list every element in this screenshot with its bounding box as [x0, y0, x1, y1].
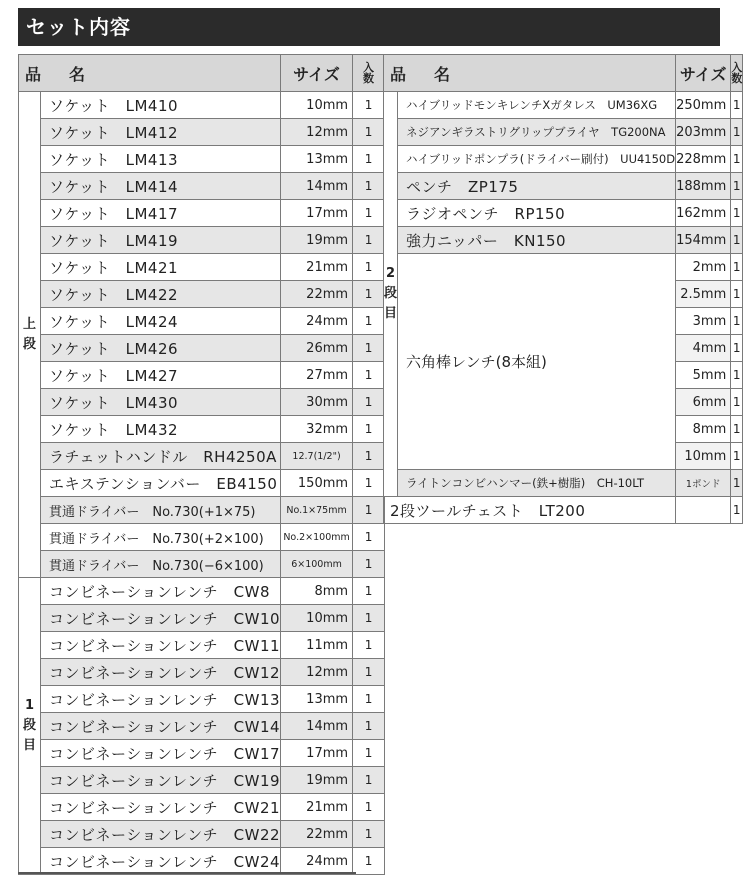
table-row [19, 335, 385, 362]
item-name: ラチェットハンドル RH4250A [41, 443, 281, 470]
item-qty: 1 [353, 416, 385, 443]
item-size: 12mm [281, 659, 353, 686]
item-qty: 1 [353, 524, 385, 551]
item-name: コンビネーションレンチ CW12 [41, 659, 281, 686]
item-name: 貫通ドライバー No.730(+1×75) [41, 497, 281, 524]
item-size: 32mm [281, 416, 353, 443]
item-qty: 1 [353, 551, 385, 578]
item-qty: 1 [731, 227, 743, 254]
table-row [19, 146, 385, 173]
item-qty: 1 [353, 389, 385, 416]
table-row [384, 146, 743, 173]
hex-size: 3mm [676, 308, 731, 335]
item-size: 19mm [281, 227, 353, 254]
item-name: 強力ニッパー KN150 [398, 227, 676, 254]
hex-qty: 1 [731, 389, 743, 416]
item-size: 203mm [676, 119, 731, 146]
item-size: 26mm [281, 335, 353, 362]
item-size: 12mm [281, 119, 353, 146]
item-qty: 1 [353, 470, 385, 497]
chest-qty: 1 [731, 497, 743, 524]
item-name: エキステンションバー EB4150 [41, 470, 281, 497]
item-name: コンビネーションレンチ CW24 [41, 848, 281, 875]
chest-size [676, 497, 731, 524]
item-name: 貫通ドライバー No.730(+2×100) [41, 524, 281, 551]
item-name: ライトンコンビハンマー(鉄+樹脂) CH-10LT [398, 470, 676, 497]
item-size: 162mm [676, 200, 731, 227]
item-qty: 1 [353, 794, 385, 821]
item-size: No.2×100mm [281, 524, 353, 551]
left-contents-table [18, 54, 385, 875]
item-qty: 1 [731, 92, 743, 119]
qty-header-right: 入 数 [731, 55, 743, 92]
item-name: コンビネーションレンチ CW13 [41, 686, 281, 713]
item-size: 10mm [281, 605, 353, 632]
table-row [384, 254, 743, 281]
table-row [19, 200, 385, 227]
item-name: コンビネーションレンチ CW17 [41, 740, 281, 767]
item-qty: 1 [353, 605, 385, 632]
item-size: 22mm [281, 821, 353, 848]
item-name: ソケット LM421 [41, 254, 281, 281]
hex-qty: 1 [731, 335, 743, 362]
item-qty: 1 [353, 119, 385, 146]
item-qty: 1 [353, 362, 385, 389]
table-row [19, 848, 385, 875]
item-size: 14mm [281, 713, 353, 740]
name-header-right: 品 名 [384, 55, 676, 92]
hex-size: 8mm [676, 416, 731, 443]
item-qty: 1 [731, 146, 743, 173]
item-qty: 1 [353, 713, 385, 740]
item-qty: 1 [353, 821, 385, 848]
item-name: ソケット LM417 [41, 200, 281, 227]
table-row [19, 92, 385, 119]
table-row [19, 389, 385, 416]
item-qty: 1 [353, 497, 385, 524]
bottom-rule [18, 872, 356, 874]
table-row [19, 362, 385, 389]
item-size: 250mm [676, 92, 731, 119]
item-name: ソケット LM422 [41, 281, 281, 308]
table-row [384, 470, 743, 497]
table-row [19, 524, 385, 551]
item-name: 貫通ドライバー No.730(−6×100) [41, 551, 281, 578]
table-row [384, 92, 743, 119]
item-size: 21mm [281, 254, 353, 281]
hex-size: 2.5mm [676, 281, 731, 308]
item-qty: 1 [731, 119, 743, 146]
table-row [19, 470, 385, 497]
hex-qty: 1 [731, 443, 743, 470]
name-header: 品 名 [19, 55, 281, 92]
item-name: コンビネーションレンチ CW8 [41, 578, 281, 605]
table-row [19, 227, 385, 254]
item-size: 27mm [281, 362, 353, 389]
item-size: 1ポンド [676, 470, 731, 497]
size-header-right: サイズ [676, 55, 731, 92]
item-size: 228mm [676, 146, 731, 173]
item-name: ソケット LM426 [41, 335, 281, 362]
item-size: 24mm [281, 308, 353, 335]
qty-header: 入 数 [353, 55, 385, 92]
item-size: 19mm [281, 767, 353, 794]
table-row [384, 497, 743, 524]
table-row [19, 713, 385, 740]
table-row [19, 119, 385, 146]
item-size: 150mm [281, 470, 353, 497]
item-qty: 1 [353, 443, 385, 470]
item-qty: 1 [353, 686, 385, 713]
item-size: 14mm [281, 173, 353, 200]
item-qty: 1 [353, 281, 385, 308]
item-size: 17mm [281, 200, 353, 227]
table-row [19, 605, 385, 632]
right-contents-table [383, 54, 743, 524]
section-title: セット内容 [18, 8, 720, 46]
table-row [384, 173, 743, 200]
table-row [19, 551, 385, 578]
table-row [19, 497, 385, 524]
table-row [384, 200, 743, 227]
item-qty: 1 [353, 146, 385, 173]
item-size: 21mm [281, 794, 353, 821]
item-name: ハイブリッドモンキレンチXガタレス UM36XG [398, 92, 676, 119]
table-row [19, 632, 385, 659]
hex-size: 4mm [676, 335, 731, 362]
hex-qty: 1 [731, 362, 743, 389]
group-label-tier1: 1 段 目 [19, 578, 41, 875]
hex-size: 6mm [676, 389, 731, 416]
item-size: 17mm [281, 740, 353, 767]
hex-size: 2mm [676, 254, 731, 281]
item-size: 11mm [281, 632, 353, 659]
item-name: ラジオペンチ RP150 [398, 200, 676, 227]
hex-qty: 1 [731, 281, 743, 308]
item-name: コンビネーションレンチ CW21 [41, 794, 281, 821]
table-row [19, 686, 385, 713]
item-name: ネジアンギラストリグリップブライヤ TG200NA [398, 119, 676, 146]
item-qty: 1 [731, 173, 743, 200]
item-size: 30mm [281, 389, 353, 416]
item-qty: 1 [731, 200, 743, 227]
size-header: サイズ [281, 55, 353, 92]
item-qty: 1 [353, 767, 385, 794]
hex-size: 5mm [676, 362, 731, 389]
table-row [384, 119, 743, 146]
item-name: ソケット LM430 [41, 389, 281, 416]
item-qty: 1 [353, 740, 385, 767]
table-row [19, 740, 385, 767]
table-row [19, 281, 385, 308]
item-qty: 1 [353, 335, 385, 362]
hex-qty: 1 [731, 254, 743, 281]
item-qty: 1 [353, 632, 385, 659]
table-row [19, 578, 385, 605]
item-size: No.1×75mm [281, 497, 353, 524]
item-name: ソケット LM427 [41, 362, 281, 389]
item-name: ソケット LM432 [41, 416, 281, 443]
item-name: コンビネーションレンチ CW14 [41, 713, 281, 740]
hex-qty: 1 [731, 416, 743, 443]
item-qty: 1 [353, 200, 385, 227]
item-name: ペンチ ZP175 [398, 173, 676, 200]
item-qty: 1 [353, 227, 385, 254]
item-qty: 1 [353, 92, 385, 119]
table-row [19, 443, 385, 470]
item-name: コンビネーションレンチ CW10 [41, 605, 281, 632]
item-name: ソケット LM412 [41, 119, 281, 146]
item-size: 13mm [281, 686, 353, 713]
item-qty: 1 [353, 254, 385, 281]
table-row [384, 227, 743, 254]
table-row [19, 254, 385, 281]
item-qty: 1 [353, 659, 385, 686]
hex-qty: 1 [731, 308, 743, 335]
item-size: 188mm [676, 173, 731, 200]
item-qty: 1 [353, 308, 385, 335]
item-size: 24mm [281, 848, 353, 875]
hex-size: 10mm [676, 443, 731, 470]
item-size: 22mm [281, 281, 353, 308]
item-qty: 1 [353, 578, 385, 605]
item-qty: 1 [353, 848, 385, 875]
item-name: ソケット LM419 [41, 227, 281, 254]
item-size: 12.7(1/2") [281, 443, 353, 470]
item-qty: 1 [353, 173, 385, 200]
table-row [19, 416, 385, 443]
item-name: ソケット LM413 [41, 146, 281, 173]
chest-name: 2段ツールチェスト LT200 [384, 497, 676, 524]
table-row [19, 767, 385, 794]
table-row [19, 173, 385, 200]
item-name: ソケット LM414 [41, 173, 281, 200]
item-name: コンビネーションレンチ CW11 [41, 632, 281, 659]
item-name: コンビネーションレンチ CW22 [41, 821, 281, 848]
item-qty: 1 [731, 470, 743, 497]
table-row [19, 659, 385, 686]
table-row [19, 794, 385, 821]
hex-wrench-set-name: 六角棒レンチ(8本組) [398, 254, 676, 470]
item-name: ソケット LM410 [41, 92, 281, 119]
table-row [19, 821, 385, 848]
item-name: ハイブリッドポンプラ(ドライバー刷付) UU4150D [398, 146, 676, 173]
item-size: 13mm [281, 146, 353, 173]
item-size: 10mm [281, 92, 353, 119]
item-size: 154mm [676, 227, 731, 254]
item-name: ソケット LM424 [41, 308, 281, 335]
item-size: 6×100mm [281, 551, 353, 578]
group-label-upper: 上 段 [19, 92, 41, 578]
group-label-tier2: 2 段 目 [384, 92, 398, 497]
item-name: コンビネーションレンチ CW19 [41, 767, 281, 794]
table-row [19, 308, 385, 335]
item-size: 8mm [281, 578, 353, 605]
